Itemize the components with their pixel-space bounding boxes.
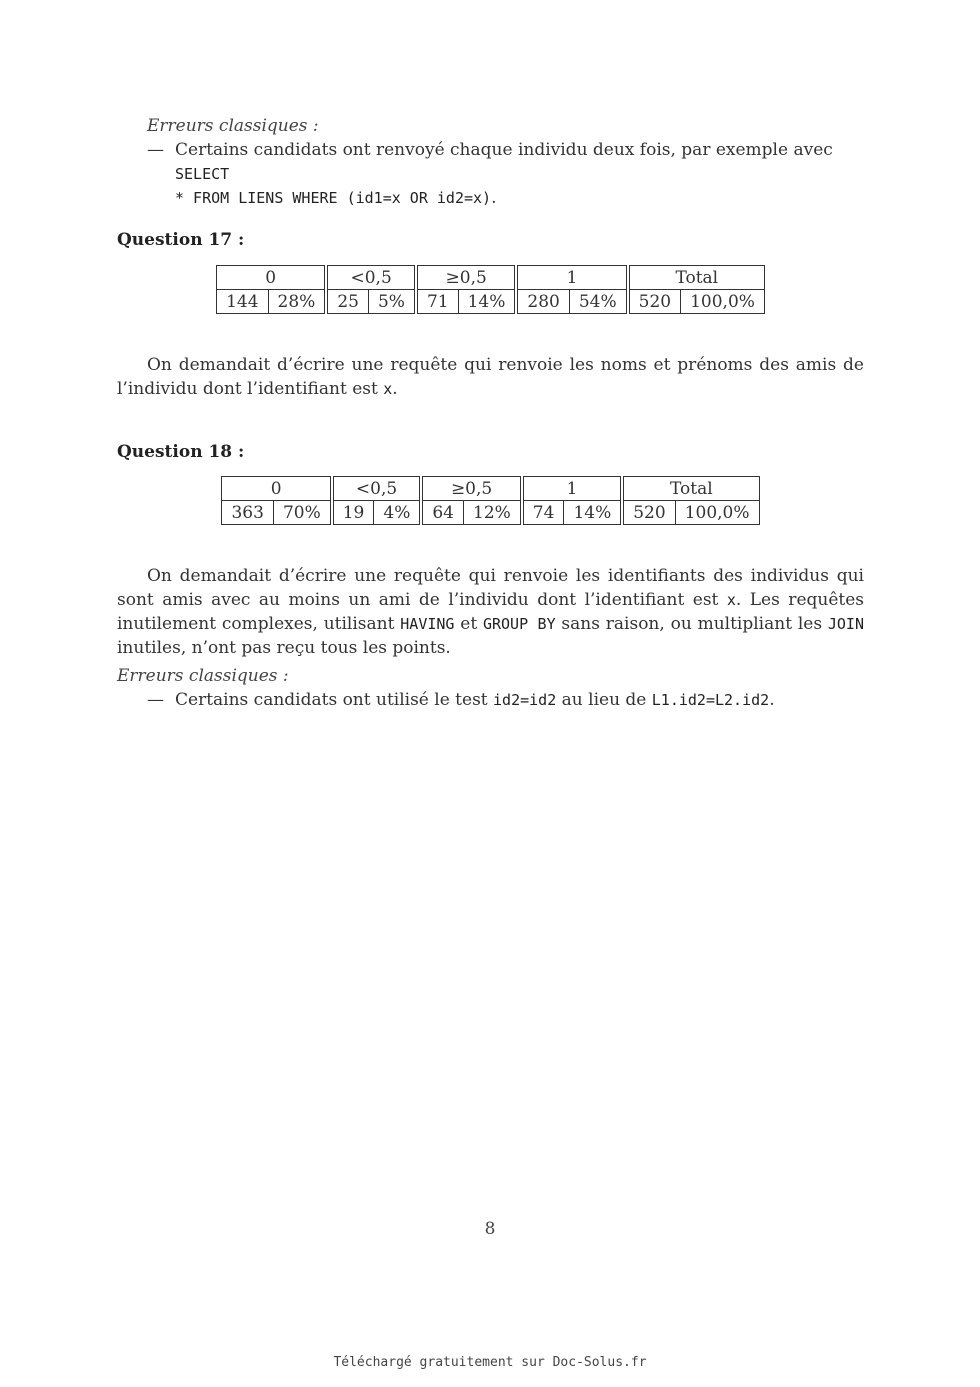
cell-count-0: 363	[222, 501, 273, 525]
bullet-text: Certains candidats ont utilisé le test	[175, 690, 494, 710]
cell-count-1: 74	[522, 501, 564, 525]
table-header-row	[222, 477, 759, 501]
code-having: HAVING	[400, 615, 455, 633]
code-from-where: * FROM LIENS WHERE (id1=x OR id2=x)	[175, 189, 492, 207]
q18-text-4: sans raison, ou multipliant les	[555, 614, 828, 634]
question-18-title: Question 18 :	[117, 442, 245, 462]
header-lt-05: <0,5	[326, 266, 416, 290]
code-id2-id2: id2=id2	[493, 691, 557, 709]
cell-count-lt: 19	[332, 501, 374, 525]
bullet-end: .	[491, 188, 497, 208]
q18-stats-table	[221, 476, 759, 525]
q18-text-1: On demandait d’écrire une requête qui renvoie les identifiants des individus qui sont amis avec au moins un ami de l’individu dont l’identifiant est	[117, 566, 864, 610]
cell-pct-total: 100,0%	[675, 501, 759, 525]
code-select: SELECT	[175, 165, 230, 183]
error-bullet-top	[117, 138, 864, 210]
q18-text-5: inutiles, n’ont pas reçu tous les points.	[117, 638, 451, 658]
header-1: 1	[522, 477, 622, 501]
header-lt-05: <0,5	[332, 477, 422, 501]
cell-pct-lt: 5%	[368, 290, 415, 314]
document-page	[117, 112, 864, 712]
cell-pct-ge: 12%	[464, 501, 522, 525]
cell-pct-total: 100,0%	[681, 290, 765, 314]
q17-paragraph	[117, 353, 864, 401]
header-1: 1	[516, 266, 627, 290]
code-x: x	[383, 380, 393, 398]
cell-count-1: 280	[516, 290, 569, 314]
cell-pct-1: 14%	[564, 501, 622, 525]
header-total: Total	[622, 477, 759, 501]
cell-count-total: 520	[628, 290, 681, 314]
header-total: Total	[628, 266, 765, 290]
cell-pct-0: 70%	[273, 501, 331, 525]
header-0: 0	[222, 477, 332, 501]
cell-count-0: 144	[217, 290, 268, 314]
cell-pct-lt: 4%	[374, 501, 421, 525]
bullet-dash: —	[147, 690, 164, 710]
q17-text-end: .	[392, 379, 398, 399]
bullet-end: .	[769, 690, 775, 710]
header-ge-05: ≥0,5	[416, 266, 516, 290]
cell-pct-0: 28%	[268, 290, 326, 314]
download-note: Téléchargé gratuitement sur Doc-Solus.fr	[333, 1355, 647, 1370]
header-ge-05: ≥0,5	[421, 477, 521, 501]
cell-count-lt: 25	[326, 290, 368, 314]
cell-count-ge: 64	[421, 501, 463, 525]
question-17-title: Question 17 :	[117, 230, 245, 250]
errors-heading-top: Erreurs classiques :	[147, 116, 319, 136]
page-number: 8	[484, 1219, 496, 1239]
header-0: 0	[217, 266, 327, 290]
cell-pct-1: 54%	[569, 290, 627, 314]
error-bullet-q18	[117, 688, 864, 712]
cell-count-ge: 71	[416, 290, 458, 314]
errors-heading-q18: Erreurs classiques :	[117, 666, 289, 686]
bullet-text: Certains candidats ont renvoyé chaque individu deux fois, par exemple avec	[175, 140, 833, 160]
table-row	[217, 290, 765, 314]
bullet-mid: au lieu de	[556, 690, 652, 710]
q18-paragraph	[117, 564, 864, 660]
q17-stats-table	[216, 265, 765, 314]
q17-table-wrap	[104, 265, 877, 314]
cell-pct-ge: 14%	[458, 290, 516, 314]
code-l1-l2: L1.id2=L2.id2	[651, 691, 770, 709]
q18-text-2: . Les requêtes inutilement complexes, utilisant	[117, 590, 865, 634]
code-join: JOIN	[827, 615, 864, 633]
code-x: x	[726, 591, 736, 609]
code-group-by: GROUP BY	[482, 615, 556, 633]
table-row	[222, 501, 759, 525]
q18-text-3: et	[454, 614, 483, 634]
q18-table-wrap	[104, 476, 877, 525]
q17-text: On demandait d’écrire une requête qui renvoie les noms et prénoms des amis de l’individu dont l’identifiant est	[117, 355, 864, 399]
cell-count-total: 520	[622, 501, 675, 525]
bullet-dash: —	[147, 140, 164, 160]
table-header-row	[217, 266, 765, 290]
